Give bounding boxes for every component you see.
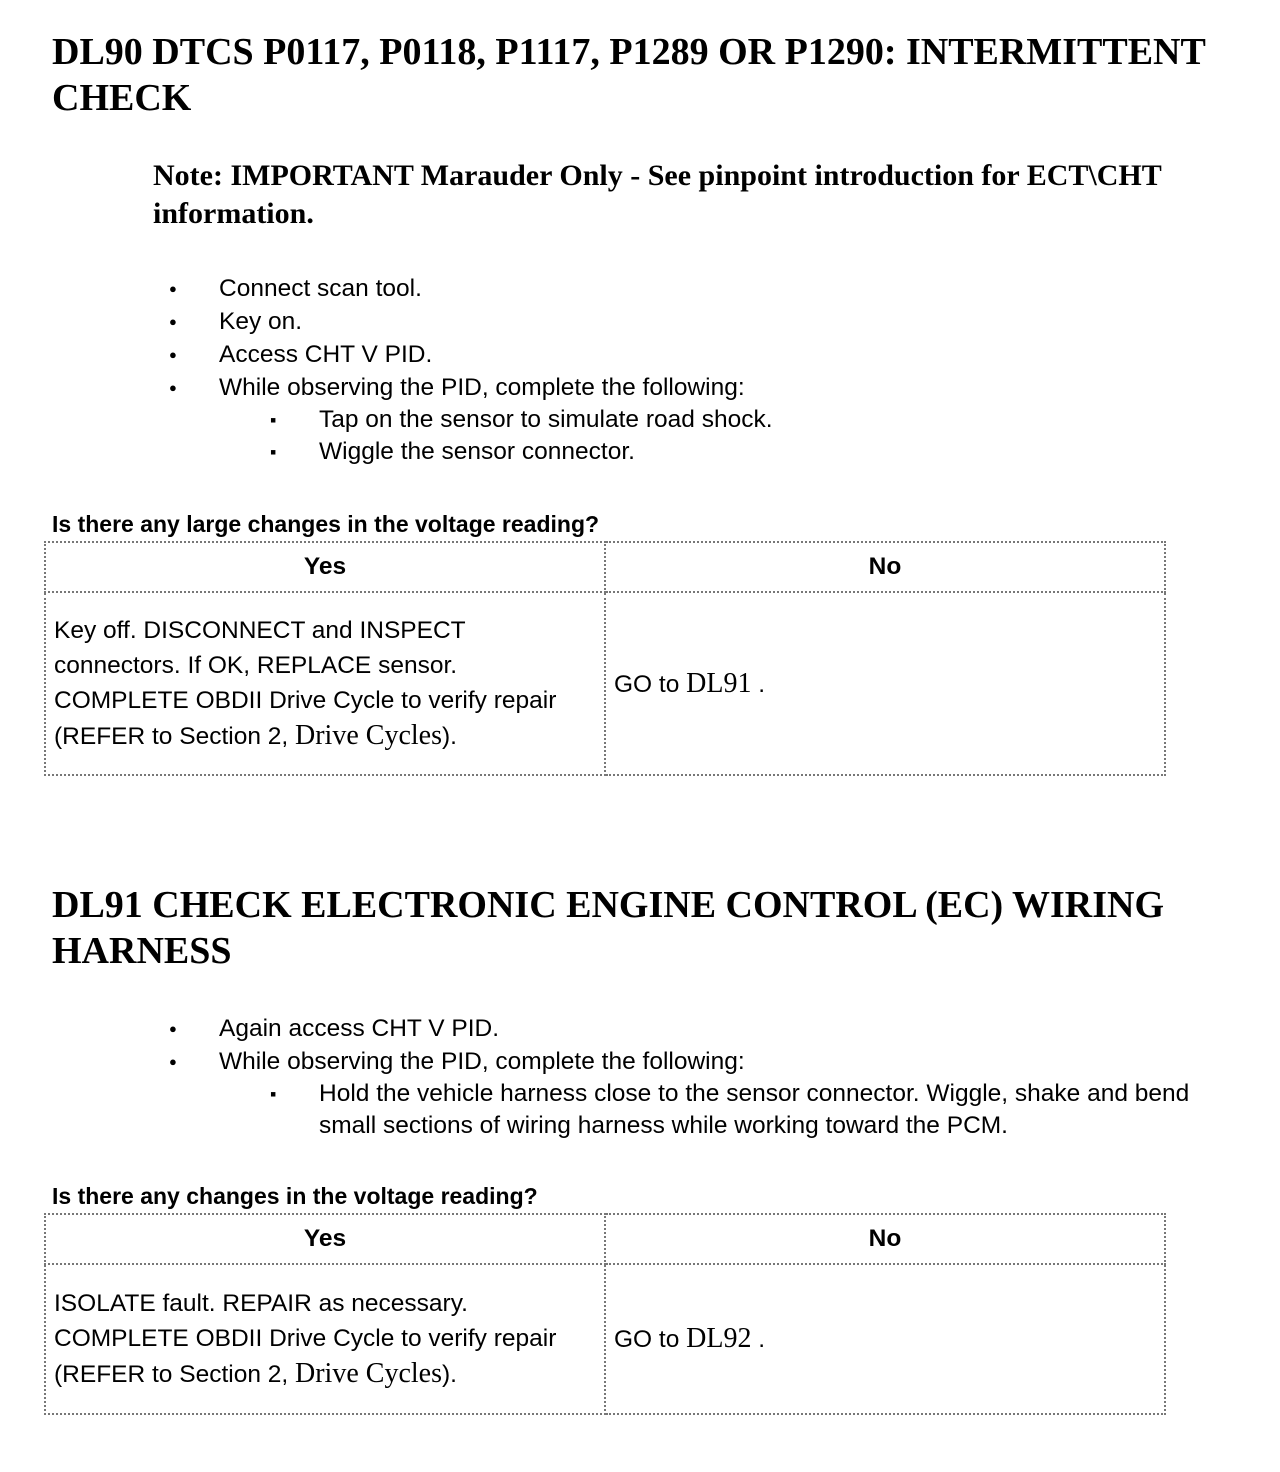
substep-item: ▪ Wiggle the sensor connector.	[0, 436, 1280, 468]
decision-table-dl91	[44, 1213, 1166, 1415]
substep-item: ▪ Tap on the sensor to simulate road shock.	[0, 404, 1280, 436]
yes-header: Yes	[45, 542, 605, 592]
yes-action-cell	[45, 1264, 605, 1414]
decision-table-dl90	[44, 541, 1166, 776]
no-header: No	[605, 1214, 1165, 1264]
step-item: ● While observing the PID, complete the following:	[0, 1045, 1280, 1078]
no-action-prefix: GO to	[614, 1326, 687, 1353]
step-item: ● Again access CHT V PID.	[0, 1012, 1280, 1045]
step-item: ● Access CHT V PID.	[0, 338, 1280, 371]
no-action-cell	[605, 1264, 1165, 1414]
drive-cycles-link[interactable]: Drive Cycles	[295, 720, 442, 751]
procedure-steps-dl91	[0, 1012, 1280, 1142]
no-header: No	[605, 542, 1165, 592]
procedure-steps-dl90	[0, 272, 1280, 468]
yes-action-tail: ).	[441, 1361, 457, 1388]
goto-dl91-link[interactable]: DL91	[686, 667, 752, 699]
section-title-dl91: DL91 CHECK ELECTRONIC ENGINE CONTROL (EC) WIRING HARNESS	[52, 884, 1165, 972]
yes-action-cell	[45, 592, 605, 775]
step-item: ● Key on.	[0, 305, 1280, 338]
no-action-tail: .	[751, 1326, 766, 1353]
no-action-prefix: GO to	[614, 670, 687, 698]
no-action-cell	[605, 592, 1165, 775]
yes-action-tail: ).	[441, 723, 457, 750]
question-dl91: Is there any changes in the voltage reading?	[52, 1183, 538, 1209]
yes-action-text: Key off. DISCONNECT and INSPECT connectors. If OK, REPLACE sensor. COMPLETE OBDII Drive Cycle to verify repair (REFER to Section 2,	[54, 617, 557, 750]
goto-dl92-link[interactable]: DL92	[686, 1323, 752, 1354]
drive-cycles-link[interactable]: Drive Cycles	[295, 1358, 442, 1389]
question-dl90: Is there any large changes in the voltage reading?	[52, 511, 600, 537]
step-item: ● While observing the PID, complete the following:	[0, 371, 1280, 404]
yes-header: Yes	[45, 1214, 605, 1264]
substep-item: ▪ Hold the vehicle harness close to the sensor connector. Wiggle, shake and bend small sections of wiring harness while working toward the PCM.	[0, 1078, 1280, 1142]
step-item: ● Connect scan tool.	[0, 272, 1280, 305]
yes-action-text: ISOLATE fault. REPAIR as necessary. COMPLETE OBDII Drive Cycle to verify repair (REFER to Section 2,	[54, 1290, 557, 1388]
section-title-dl90: DL90 DTCS P0117, P0118, P1117, P1289 OR P1290: INTERMITTENT CHECK	[52, 31, 1206, 119]
important-note: Note: IMPORTANT Marauder Only - See pinpoint introduction for ECT\CHT information.	[153, 159, 1162, 230]
no-action-tail: .	[751, 670, 766, 698]
